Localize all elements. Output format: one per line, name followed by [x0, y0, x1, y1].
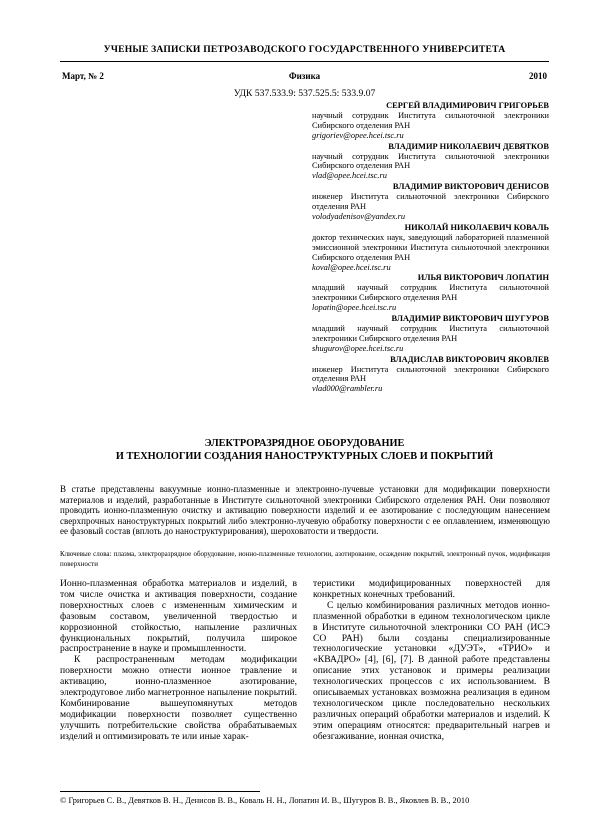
author-entry — [312, 314, 549, 354]
author-name: ВЛАДИМИР ВИКТОРОВИЧ ДЕНИСОВ — [392, 182, 549, 192]
author-affiliation: инженер Института сильноточной электроники Сибирского отделения РАН — [312, 192, 549, 212]
udc-code: УДК 537.533.9: 537.525.5: 533.9.07 — [233, 88, 376, 99]
issue-row — [62, 71, 547, 83]
author-entry — [312, 182, 549, 222]
body-paragraph: К распространенным методам модификации поверхности можно отнести ионное травление и активацию, ионно-плазменное азотирование, электродуговое либо магнетронное напыление покрытий. Комбинирование вышеупомянутых методов модификации поверхности позволяет существенно улучшить потребительские свойства обрабатываемых изделий и оптимизировать те или иные харак- — [60, 654, 297, 742]
body-paragraph: теристики модифицированных поверхностей для конкретных конечных требований. — [313, 578, 550, 600]
author-email[interactable]: koval@opee.hcei.tsc.ru — [312, 262, 391, 272]
body-column-left — [60, 579, 297, 743]
author-name: ВЛАДИМИР ВИКТОРОВИЧ ШУГУРОВ — [391, 314, 549, 324]
article-title-line-2: И ТЕХНОЛОГИИ СОЗДАНИЯ НАНОСТРУКТУРНЫХ СЛОЕВ И ПОКРЫТИЙ — [115, 451, 494, 462]
author-entry — [312, 101, 549, 141]
author-email[interactable]: vlad@opee.hcei.tsc.ru — [312, 171, 387, 181]
author-affiliation: младший научный сотрудник Института сильноточной электроники Сибирского отделения РАН — [312, 283, 549, 303]
header-rule — [60, 61, 549, 62]
author-entry — [312, 223, 549, 273]
author-email[interactable]: volodyadenisov@yandex.ru — [312, 211, 406, 221]
author-affiliation: младший научный сотрудник Института сильноточной электроники Сибирского отделения РАН — [312, 323, 549, 343]
author-name: НИКОЛАЙ НИКОЛАЕВИЧ КОВАЛЬ — [404, 222, 549, 232]
body-paragraph: С целью комбинирования различных методов ионно-плазменной обработки в едином технологическом цикле в Институте сильноточной электроники СО РАН (ИСЭ СО РАН) были созданы специализированные технологические установки «ДУЭТ», «ТРИО» и «КВАДРО» [4], [6], [7]. В данной работе представлены описание этих установок и примеры реализации технологических процессов с их использованием. В описываемых установках возможна реализация в едином технологическом цикле последовательно нескольких различных операций обработки материалов и изделий. К этим операциям относятся: предварительный нагрев и обезгаживание, ионная очистка, — [313, 599, 550, 742]
author-affiliation: научный сотрудник Института сильноточной электроники Сибирского отделения РАН — [312, 110, 549, 130]
journal-title: УЧЕНЫЕ ЗАПИСКИ ПЕТРОЗАВОДСКОГО ГОСУДАРСТВЕННОГО УНИВЕРСИТЕТА — [103, 44, 506, 55]
footnote-rule — [60, 791, 260, 792]
author-email[interactable]: grigoriev@opee.hcei.tsc.ru — [312, 130, 404, 140]
body-paragraph: Ионно-плазменная обработка материалов и изделий, в том числе очистка и активация поверхности, создание поверхностных слоев с измененным химическим и фазовым составом, увеличенной твердостью и коррозионной стойкостью, напыление различных функциональных покрытий, получила широкое распространение в науке и промышленности. — [60, 578, 297, 655]
author-entry — [312, 142, 549, 182]
article-title — [40, 437, 569, 463]
author-name: ВЛАДИСЛАВ ВИКТОРОВИЧ ЯКОВЛЕВ — [390, 354, 549, 364]
author-affiliation: научный сотрудник Института сильноточной электроники Сибирского отделения РАН — [312, 151, 549, 171]
author-email[interactable]: lopatin@opee.hcei.tsc.ru — [312, 303, 397, 313]
keywords: Ключевые слова: плазма, электроразрядное оборудование, ионно-плазменные технологии, азотирование, осаждение покрытий, электронный пучок, модификация поверхности — [60, 550, 550, 568]
author-name: ВЛАДИМИР НИКОЛАЕВИЧ ДЕВЯТКОВ — [388, 141, 549, 151]
author-entry — [312, 355, 549, 395]
author-name: СЕРГЕЙ ВЛАДИМИРОВИЧ ГРИГОРЬЕВ — [386, 101, 549, 110]
copyright-notice: © Григорьев С. В., Девятков В. Н., Денисов В. В., Коваль Н. Н., Лопатин И. В., Шугуров В. В., Яковлев В. В., 2010 — [60, 796, 470, 805]
section-name: Физика — [288, 71, 321, 81]
author-entry — [312, 273, 549, 313]
abstract: В статье представлены вакуумные ионно-плазменные и электронно-лучевые установки для модификации поверхности материалов и изделий, разработанные в Институте сильноточной электроники Сибирского отделения РАН. Они позволяют проводить ионно-плазменную очистку и активацию поверхности изделий и ее азотирование с последующим нанесением сверхпрочных наноструктурных покрытий либо электронно-лучевую обработку поверхности с ее оплавлением, изменяющую ее фазовый состав (вплоть до наноструктурирования), шероховатости и твердости. — [60, 484, 550, 537]
issue-year: 2010 — [529, 71, 547, 81]
author-name: ИЛЬЯ ВИКТОРОВИЧ ЛОПАТИН — [417, 273, 549, 283]
authors-block — [312, 101, 549, 395]
author-email[interactable]: shugurov@opee.hcei.tsc.ru — [312, 343, 404, 353]
author-affiliation: доктор технических наук, заведующий лабораторией плазменной эмиссионной электроники Института сильноточной электроники Сибирского отделения РАН — [312, 232, 549, 262]
issue-number: Март, № 2 — [62, 71, 104, 81]
article-title-line-1: ЭЛЕКТРОРАЗРЯДНОЕ ОБОРУДОВАНИЕ — [204, 438, 405, 449]
author-email[interactable]: vlad000@rambler.ru — [312, 384, 383, 394]
author-affiliation: инженер Института сильноточной электроники Сибирского отделения РАН — [312, 364, 549, 384]
body-column-right — [313, 579, 550, 743]
